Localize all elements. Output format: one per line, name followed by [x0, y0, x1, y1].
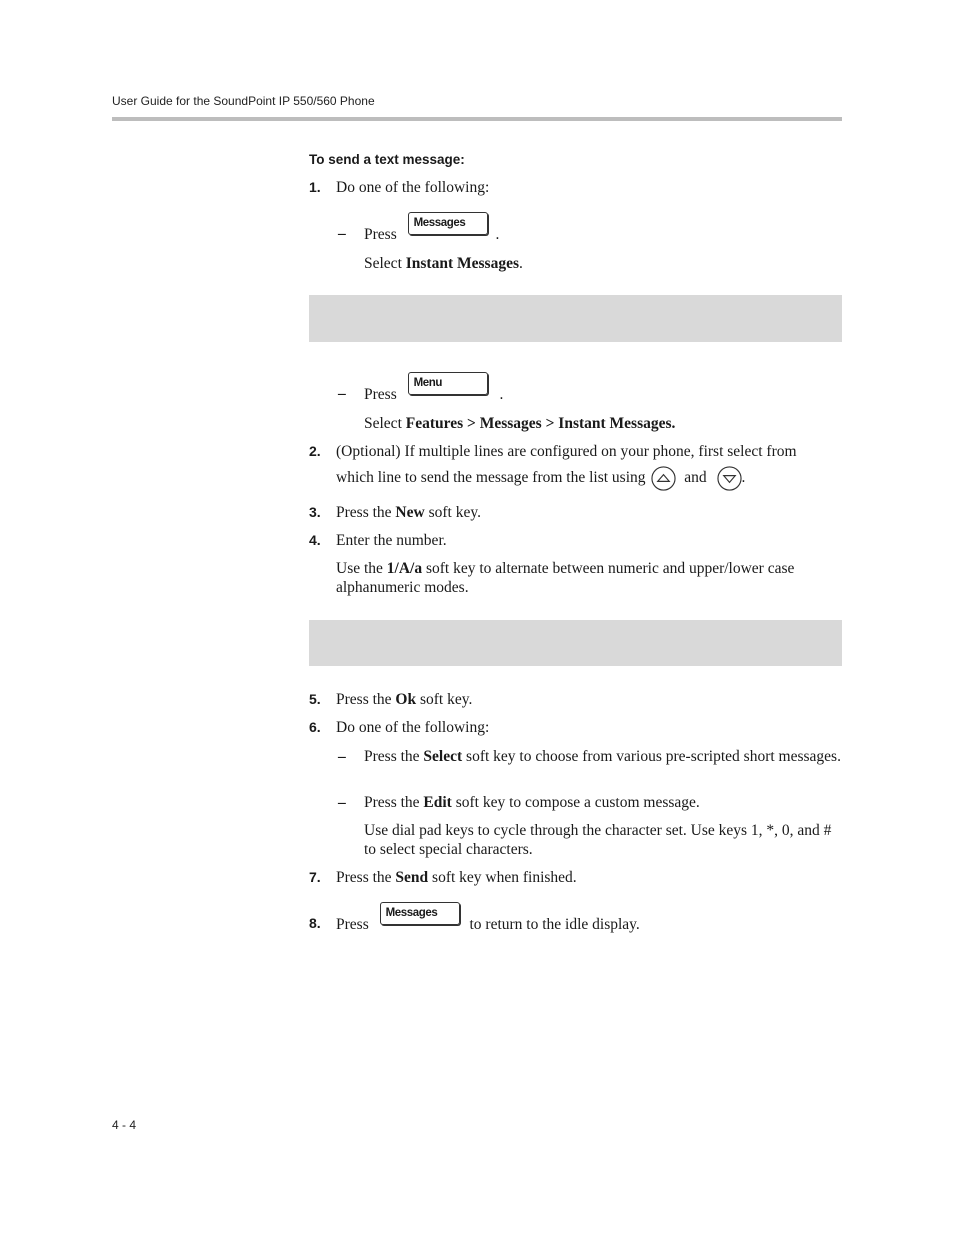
- step-1-text: Do one of the following:: [336, 179, 490, 196]
- bullet-dash: –: [338, 748, 346, 765]
- instant-messages-bold: Instant Messages: [405, 255, 519, 272]
- down-arrow-icon: [717, 466, 742, 491]
- press-label: Press: [364, 386, 397, 404]
- header-rule: [112, 117, 842, 121]
- step-7-text: [336, 868, 842, 887]
- step-4-text: Enter the number.: [336, 532, 447, 549]
- text-pre: Press the: [336, 691, 396, 708]
- step-6-option-b: [364, 793, 842, 812]
- select-pre: Select: [364, 255, 406, 272]
- step-7-number: 7.: [309, 869, 321, 885]
- messages-key: Messages: [408, 212, 488, 235]
- text-post: soft key to compose a custom message.: [451, 794, 700, 811]
- step-1-option-b-select: [364, 414, 842, 433]
- step-3-text: [336, 503, 842, 522]
- step-5-number: 5.: [309, 691, 321, 707]
- press-label: Press: [336, 916, 369, 934]
- text-post: soft key when finished.: [428, 869, 577, 886]
- step-6-option-a: [364, 747, 842, 766]
- step-4-number: 4.: [309, 532, 321, 548]
- and-word: and: [684, 469, 707, 487]
- select-pre: Select: [364, 415, 406, 432]
- send-bold: Send: [395, 869, 429, 886]
- text-pre: Press the: [364, 794, 424, 811]
- step-5-text: [336, 690, 842, 709]
- key-1Aa-bold: 1/A/a: [386, 560, 423, 577]
- note-pre: Use the: [336, 560, 387, 577]
- text-pre: Press the: [364, 748, 424, 765]
- period: .: [499, 386, 504, 404]
- gray-note-band: [309, 620, 842, 666]
- select-post: .: [519, 255, 523, 272]
- up-arrow-icon: [651, 466, 676, 491]
- step-3-number: 3.: [309, 504, 321, 520]
- bullet-dash: –: [338, 385, 346, 402]
- procedure-title: To send a text message:: [309, 152, 465, 167]
- press-label: Press: [364, 226, 397, 244]
- text-pre: Press the: [336, 869, 396, 886]
- edit-bold: Edit: [423, 794, 452, 811]
- step-1-option-b: [364, 372, 842, 404]
- text-post: soft key.: [424, 504, 481, 521]
- menu-key: Menu: [408, 372, 488, 395]
- running-header: User Guide for the SoundPoint IP 550/560 Phone: [112, 94, 375, 108]
- step-2-number: 2.: [309, 443, 321, 459]
- text-post: to return to the idle display.: [469, 916, 640, 934]
- step-2-line-1: (Optional) If multiple lines are configured on your phone, first select from: [336, 443, 797, 460]
- step-6-option-b-note: Use dial pad keys to cycle through the character set. Use keys 1, *, 0, and # to select special characters.: [364, 822, 832, 858]
- text-post: soft key.: [416, 691, 473, 708]
- step-2-line-2-text: which line to send the message from the list using: [336, 469, 646, 487]
- step-1-number: 1.: [309, 179, 321, 195]
- select-bold: Select: [423, 748, 463, 765]
- gray-note-band: [309, 295, 842, 342]
- step-8-number: 8.: [309, 915, 321, 931]
- step-6-text: Do one of the following:: [336, 719, 490, 736]
- ok-bold: Ok: [395, 691, 417, 708]
- step-6-number: 6.: [309, 719, 321, 735]
- step-2-line-2: [336, 466, 842, 491]
- step-1-option-a: [364, 212, 842, 244]
- text-post: soft key to choose from various pre-scripted short messages.: [462, 748, 841, 765]
- new-bold: New: [395, 504, 425, 521]
- bullet-dash: –: [338, 794, 346, 811]
- period: .: [495, 226, 500, 244]
- step-8-text: [336, 902, 842, 934]
- note-post: soft key to alternate between numeric and upper/lower case alphanumeric modes.: [336, 560, 795, 596]
- step-1-option-a-select: [364, 254, 842, 273]
- text-pre: Press the: [336, 504, 396, 521]
- page-number: 4 - 4: [112, 1118, 137, 1132]
- features-path-bold: Features > Messages > Instant Messages.: [405, 415, 676, 432]
- messages-key: Messages: [380, 902, 460, 925]
- bullet-dash: –: [338, 225, 346, 242]
- step-4-note: [336, 559, 842, 597]
- period: .: [741, 469, 746, 487]
